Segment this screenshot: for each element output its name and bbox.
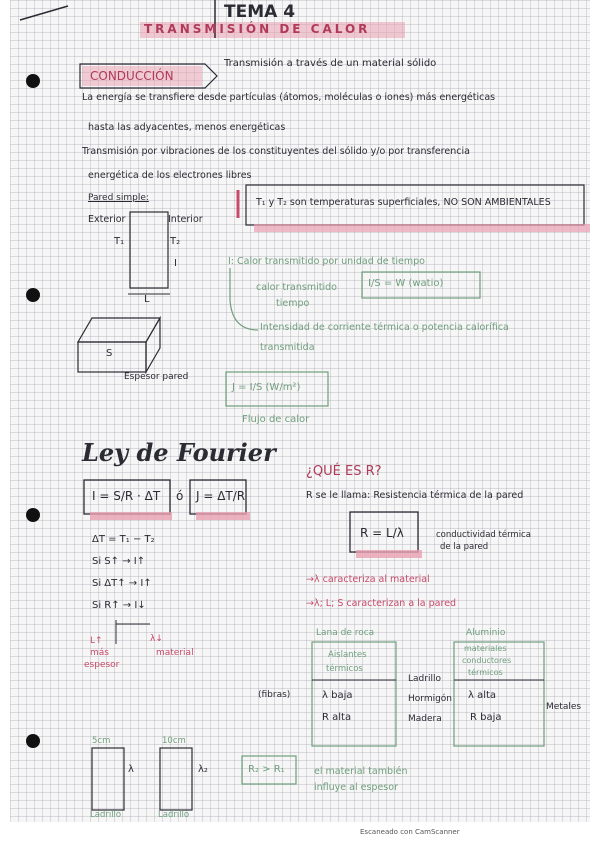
r-compare: R₂ > R₁ bbox=[248, 764, 285, 775]
j-formula: J = I/S (W/m²) bbox=[232, 382, 301, 393]
conduccion-label: CONDUCCIÓN bbox=[90, 69, 174, 83]
que-es-r-definition: R se le llama: Resistencia térmica de la pared bbox=[306, 490, 524, 501]
mid-2: Hormigón bbox=[408, 694, 453, 704]
lambda-baja: λ baja bbox=[322, 690, 353, 701]
flujo-line-2a: calor transmitido bbox=[256, 282, 337, 293]
flujo-formula: I/S = W (watio) bbox=[368, 278, 444, 289]
interior-label: Interior bbox=[168, 214, 203, 225]
si-1: Si S↑ → I↑ bbox=[92, 556, 146, 567]
r-alta: R alta bbox=[322, 712, 352, 723]
lambda-note: λ↓ bbox=[150, 634, 163, 644]
t1-label: T₁ bbox=[114, 236, 125, 247]
l-label: L bbox=[144, 294, 150, 305]
ladrillo-2: Ladrillo bbox=[158, 810, 190, 820]
intensidad-line-2: transmitida bbox=[260, 342, 315, 353]
brick-lambda-2: λ₂ bbox=[198, 764, 208, 775]
si-2: Si ΔT↑ → I↑ bbox=[92, 578, 152, 589]
conductividad-line-2: de la pared bbox=[440, 542, 489, 552]
mid-3: Madera bbox=[408, 714, 442, 724]
notebook-page bbox=[10, 0, 590, 822]
corner-line bbox=[20, 6, 68, 20]
i-label: I bbox=[174, 258, 177, 269]
l-note-3: espesor bbox=[84, 660, 120, 670]
scanner-footer: Escaneado con CamScanner bbox=[360, 828, 460, 836]
flujo-line-2b: tiempo bbox=[276, 298, 310, 309]
bullet-2-line-2: energética de los electrones libres bbox=[88, 170, 252, 181]
fourier-formula-1: I = S/R · ΔT bbox=[92, 489, 161, 503]
binder-hole-3 bbox=[26, 508, 40, 522]
ladrillo-1: Ladrillo bbox=[90, 810, 122, 820]
lambda-alta: λ alta bbox=[468, 690, 497, 701]
l-note-2: más bbox=[90, 648, 109, 658]
que-es-r-heading: ¿QUÉ ES R? bbox=[306, 464, 382, 479]
fourier-or: ó bbox=[176, 489, 184, 503]
pared-heading: Pared simple: bbox=[88, 193, 149, 203]
brick-lambda-1: λ bbox=[128, 764, 134, 775]
fourier-formula-2: J = ΔT/R bbox=[196, 489, 246, 503]
pared-rect bbox=[130, 212, 168, 288]
s-label: S bbox=[106, 348, 113, 359]
material-note: material bbox=[156, 648, 194, 658]
brick-1 bbox=[92, 748, 124, 810]
conduccion-definition: Transmisión a través de un material sólido bbox=[224, 58, 437, 69]
aluminio-heading: Aluminio bbox=[466, 628, 506, 638]
note-box-text: T₁ y T₂ son temperaturas superficiales, NO SON AMBIENTALES bbox=[256, 197, 551, 208]
espesor-label: Espesor pared bbox=[124, 372, 189, 382]
t2-label: T₂ bbox=[170, 236, 181, 247]
arrow-note-2: →λ; L; S caracterizan a la pared bbox=[306, 598, 457, 609]
fourier-title: Ley de Fourier bbox=[82, 438, 276, 467]
bottom-note-1: el material también bbox=[314, 766, 408, 777]
r-baja: R baja bbox=[470, 712, 502, 723]
bottom-note-2: influye al espesor bbox=[314, 782, 398, 793]
bullet-2-line-1: Transmisión por vibraciones de los constituyentes del sólido y/o por transferencia bbox=[82, 146, 470, 157]
metales-label: Metales bbox=[546, 702, 582, 712]
exterior-label: Exterior bbox=[88, 214, 126, 225]
r-formula: R = L/λ bbox=[360, 526, 404, 540]
conductores-line-3: térmicos bbox=[468, 668, 503, 677]
arrow-note-1: →λ caracteriza al material bbox=[306, 574, 430, 585]
aislantes-line-2: térmicos bbox=[326, 664, 363, 674]
fibras-label: (fibras) bbox=[258, 690, 291, 700]
delta-t: ΔT = T₁ − T₂ bbox=[92, 534, 155, 545]
cm10-label: 10cm bbox=[162, 736, 186, 746]
brick-2 bbox=[160, 748, 192, 810]
intensidad-line-1: Intensidad de corriente térmica o potencia calorífica bbox=[260, 322, 509, 333]
conductores-line-2: conductores bbox=[462, 656, 512, 665]
conductores-line-1: materiales bbox=[464, 644, 507, 653]
mid-1: Ladrillo bbox=[408, 674, 441, 684]
binder-hole-4 bbox=[26, 734, 40, 748]
binder-hole-1 bbox=[26, 74, 40, 88]
bullet-1-line-1: La energía se transfiere desde partículas (átomos, moléculas o iones) más energéticas bbox=[82, 92, 496, 103]
bullet-1-line-2: hasta las adyacentes, menos energéticas bbox=[88, 122, 286, 133]
conductividad-line-1: conductividad térmica bbox=[436, 530, 531, 540]
si-3: Si R↑ → I↓ bbox=[92, 600, 146, 611]
lana-heading: Lana de roca bbox=[316, 628, 375, 638]
flujo-label: Flujo de calor bbox=[242, 414, 310, 425]
flujo-line-1: I: Calor transmitido por unidad de tiempo bbox=[228, 256, 425, 267]
l-note-1: L↑ bbox=[90, 636, 103, 646]
aislantes-line-1: Aislantes bbox=[328, 650, 367, 660]
page-subtitle: TRANSMISIÓN DE CALOR bbox=[144, 22, 371, 36]
page-title: TEMA 4 bbox=[224, 2, 296, 22]
binder-hole-2 bbox=[26, 288, 40, 302]
block-side bbox=[146, 318, 160, 372]
cm5-label: 5cm bbox=[92, 736, 111, 746]
